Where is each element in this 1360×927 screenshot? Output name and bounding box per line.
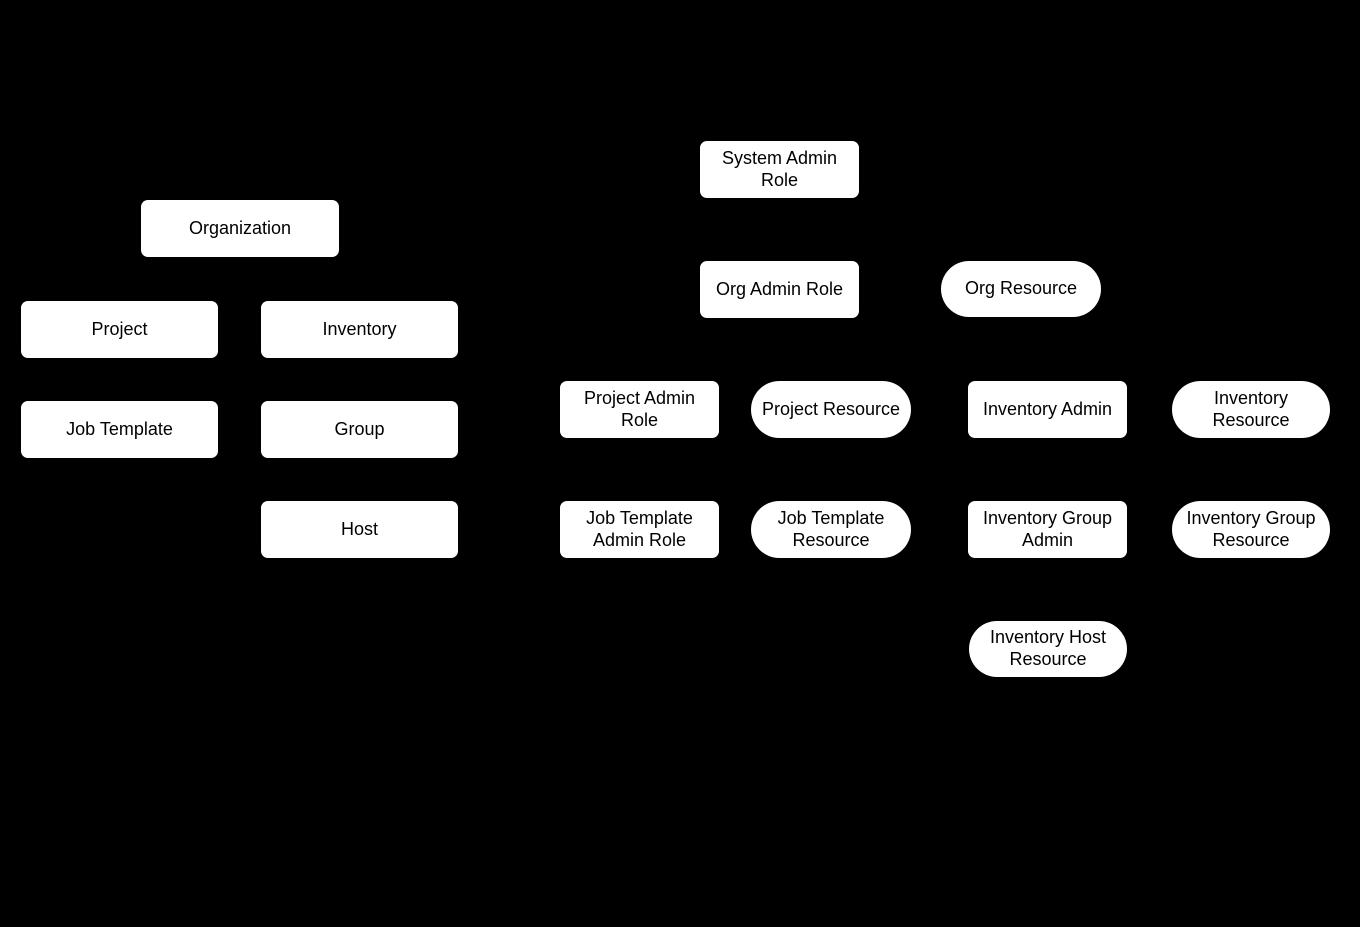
diagram-node-inventory-group-admin — [968, 501, 1127, 558]
diagram-node-inventory-admin — [968, 381, 1127, 438]
node-label: Org Admin Role — [715, 278, 844, 299]
node-label: Resource — [1212, 409, 1290, 430]
node-label: Job Template — [777, 507, 885, 528]
node-label: Resource — [792, 529, 870, 550]
diagram-node-inventory-group-resource — [1172, 501, 1330, 558]
node-label: Inventory — [322, 318, 397, 339]
node-label: Resource — [1009, 649, 1087, 669]
diagram-node-inventory — [261, 301, 458, 358]
node-label: Admin Role — [592, 529, 687, 550]
node-label: Job Template — [66, 418, 173, 439]
node-label: System Admin — [721, 147, 838, 168]
diagram-node-org-admin-role — [700, 261, 859, 318]
node-label: Organization — [188, 217, 292, 238]
diagram-node-job-template — [21, 401, 218, 458]
node-label: Project — [91, 318, 148, 339]
diagram-node-system-admin-role — [700, 141, 859, 198]
diagram-node-host — [261, 501, 458, 558]
node-label: Job Template — [586, 507, 693, 528]
node-label: Project Admin — [583, 387, 696, 408]
node-label: Inventory Group — [1186, 507, 1316, 528]
node-label: Inventory — [1213, 387, 1289, 408]
diagram-node-project-resource — [751, 381, 911, 438]
node-label: Project Resource — [761, 398, 901, 419]
node-label: Role — [760, 169, 799, 190]
diagram-node-inventory-host-resource — [969, 621, 1127, 677]
diagram-node-org-resource — [941, 261, 1101, 317]
diagram-node-inventory-resource — [1172, 381, 1330, 438]
diagram-node-group — [261, 401, 458, 458]
diagram-node-project-admin-role — [560, 381, 719, 438]
node-label: Resource — [1212, 529, 1290, 550]
node-label: Group — [334, 418, 385, 439]
node-label: Org Resource — [964, 278, 1078, 299]
node-label: Inventory Host — [989, 627, 1107, 648]
diagram-node-organization — [141, 200, 339, 257]
node-label: Admin — [1021, 529, 1074, 550]
node-label: Host — [340, 518, 378, 539]
node-label: Role — [620, 409, 659, 430]
diagram-node-project — [21, 301, 218, 358]
node-label: Inventory Admin — [982, 398, 1113, 419]
diagram-node-job-template-resource — [751, 501, 911, 558]
diagram-node-job-template-admin-role — [560, 501, 719, 558]
node-label: Inventory Group — [982, 507, 1113, 528]
